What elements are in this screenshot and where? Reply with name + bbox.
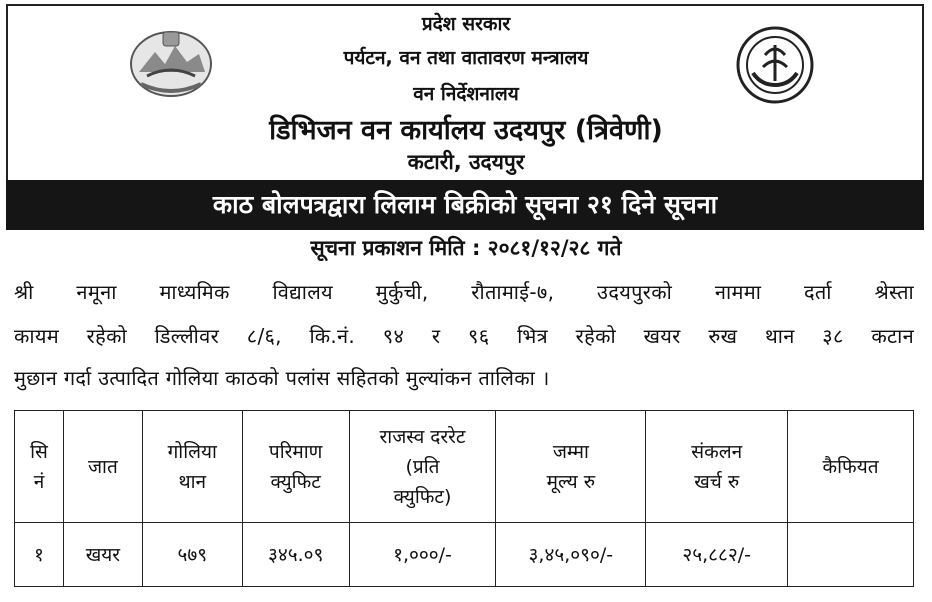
- publication-date: सूचना प्रकाशन मिति : २०८१/१२/२८ गते: [310, 236, 622, 260]
- header-sn: सि नं: [15, 411, 64, 523]
- cell-species: खयर: [63, 523, 142, 587]
- office-address: कटारी, उदयपुर: [407, 150, 525, 174]
- government-name: प्रदेश सरकार: [421, 13, 511, 35]
- notice-title-banner: काठ बोलपत्रद्वारा लिलाम बिक्रीको सूचना २१ दिने सूचना: [6, 180, 924, 230]
- cell-total: ३,४५,०९०/-: [496, 523, 646, 587]
- header-total: जम्मा मूल्य रु: [496, 411, 646, 523]
- valuation-table: [14, 410, 914, 587]
- directorate-name: वन निर्देशनालय: [413, 83, 519, 105]
- header-rate: राजस्व दररेट (प्रति क्युफिट): [349, 411, 496, 523]
- cell-collection: २५,८८२/-: [646, 523, 788, 587]
- cell-quantity: ३४५.०९: [242, 523, 349, 587]
- header-species: जात: [63, 411, 142, 523]
- body-text-line-2: कायम रहेको डिल्लीवर ८/६, कि.नं. ९४ र ९६ भित्र रहेको खयर रुख थान ३८ कटान: [14, 324, 914, 348]
- cell-sn: १: [15, 523, 64, 587]
- body-text-line-1: श्री नमूना माध्यमिक विद्यालय मुर्कुची, रौतामाई-७, उदयपुरको नाममा दर्ता श्रेस्ता: [14, 280, 914, 304]
- office-name: डिभिजन वन कार्यालय उदयपुर (त्रिवेणी): [269, 115, 663, 146]
- header-logs: गोलिया थान: [142, 411, 242, 523]
- header-quantity: परिमाण क्युफिट: [242, 411, 349, 523]
- cell-rate: १,०००/-: [349, 523, 496, 587]
- table-header-row: [15, 411, 914, 523]
- header-collection: संकलन खर्च रु: [646, 411, 788, 523]
- table-row: [15, 523, 914, 587]
- body-text-line-3: मुछान गर्दा उत्पादित गोलिया काठको पलांस सहितको मुल्यांकन तालिका ।: [14, 366, 550, 390]
- cell-logs: ५७९: [142, 523, 242, 587]
- ministry-name: पर्यटन, वन तथा वातावरण मन्त्रालय: [343, 47, 589, 69]
- cell-remarks: [788, 523, 914, 587]
- header-remarks: कैफियत: [788, 411, 914, 523]
